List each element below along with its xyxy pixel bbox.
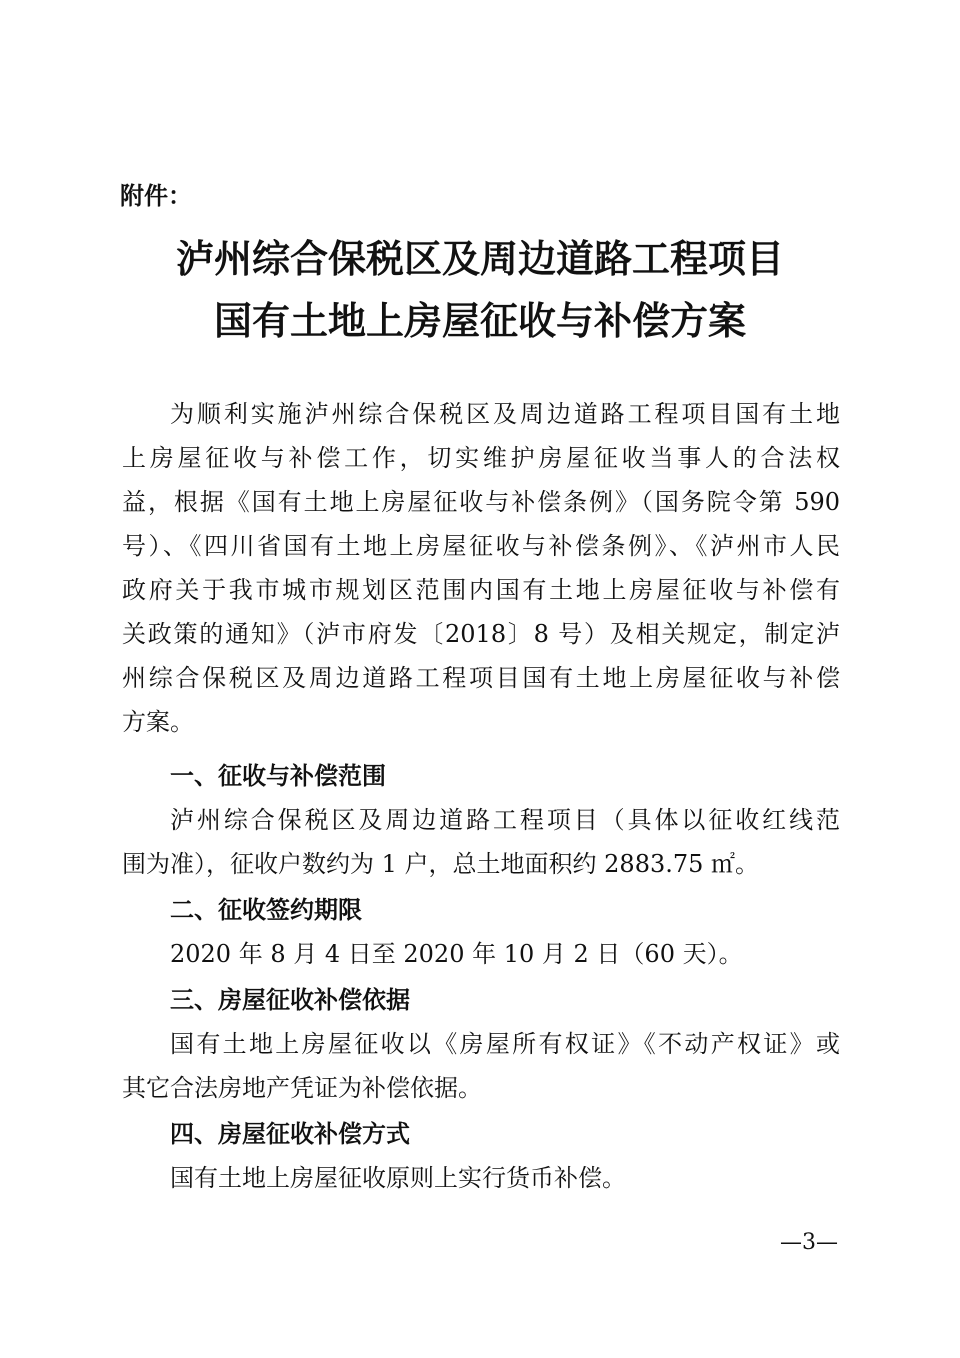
section-heading: 四、房屋征收补偿方式 bbox=[170, 1120, 410, 1148]
section-text-line: 国有土地上房屋征收原则上实行货币补偿。 bbox=[170, 1164, 626, 1192]
section-text-line: 围为准），征收户数约为 1 户，总土地面积约 2883.75 ㎡。 bbox=[122, 850, 760, 878]
intro-line: 为顺利实施泸州综合保税区及周边道路工程项目国有土地 bbox=[170, 400, 840, 428]
section-text-line: 国有土地上房屋征收以《房屋所有权证》《不动产权证》或 bbox=[170, 1030, 840, 1058]
section-text-line: 其它合法房地产凭证为补偿依据。 bbox=[122, 1074, 482, 1102]
intro-line: 州综合保税区及周边道路工程项目国有土地上房屋征收与补偿 bbox=[122, 664, 840, 692]
intro-line: 方案。 bbox=[122, 708, 194, 736]
page-number: —3— bbox=[780, 1230, 838, 1255]
attachment-label: 附件： bbox=[120, 182, 192, 210]
document-title-line-1: 泸州综合保税区及周边道路工程项目 bbox=[175, 237, 784, 281]
section-heading: 二、征收签约期限 bbox=[170, 896, 362, 924]
section-heading: 一、征收与补偿范围 bbox=[170, 762, 386, 790]
intro-line: 益，根据《国有土地上房屋征收与补偿条例》（国务院令第 590 bbox=[122, 488, 840, 516]
section-heading: 三、房屋征收补偿依据 bbox=[170, 986, 410, 1014]
document-title-line-2: 国有土地上房屋征收与补偿方案 bbox=[213, 299, 746, 343]
intro-line: 关政策的通知》（泸市府发〔2018〕8 号）及相关规定，制定泸 bbox=[122, 620, 840, 648]
intro-line: 号）、《四川省国有土地上房屋征收与补偿条例》、《泸州市人民 bbox=[122, 532, 840, 560]
intro-line: 政府关于我市城市规划区范围内国有土地上房屋征收与补偿有 bbox=[122, 576, 840, 604]
section-text-line: 2020 年 8 月 4 日至 2020 年 10 月 2 日（60 天）。 bbox=[170, 940, 743, 968]
intro-line: 上房屋征收与补偿工作，切实维护房屋征收当事人的合法权 bbox=[122, 444, 840, 472]
section-text-line: 泸州综合保税区及周边道路工程项目（具体以征收红线范 bbox=[170, 806, 840, 834]
